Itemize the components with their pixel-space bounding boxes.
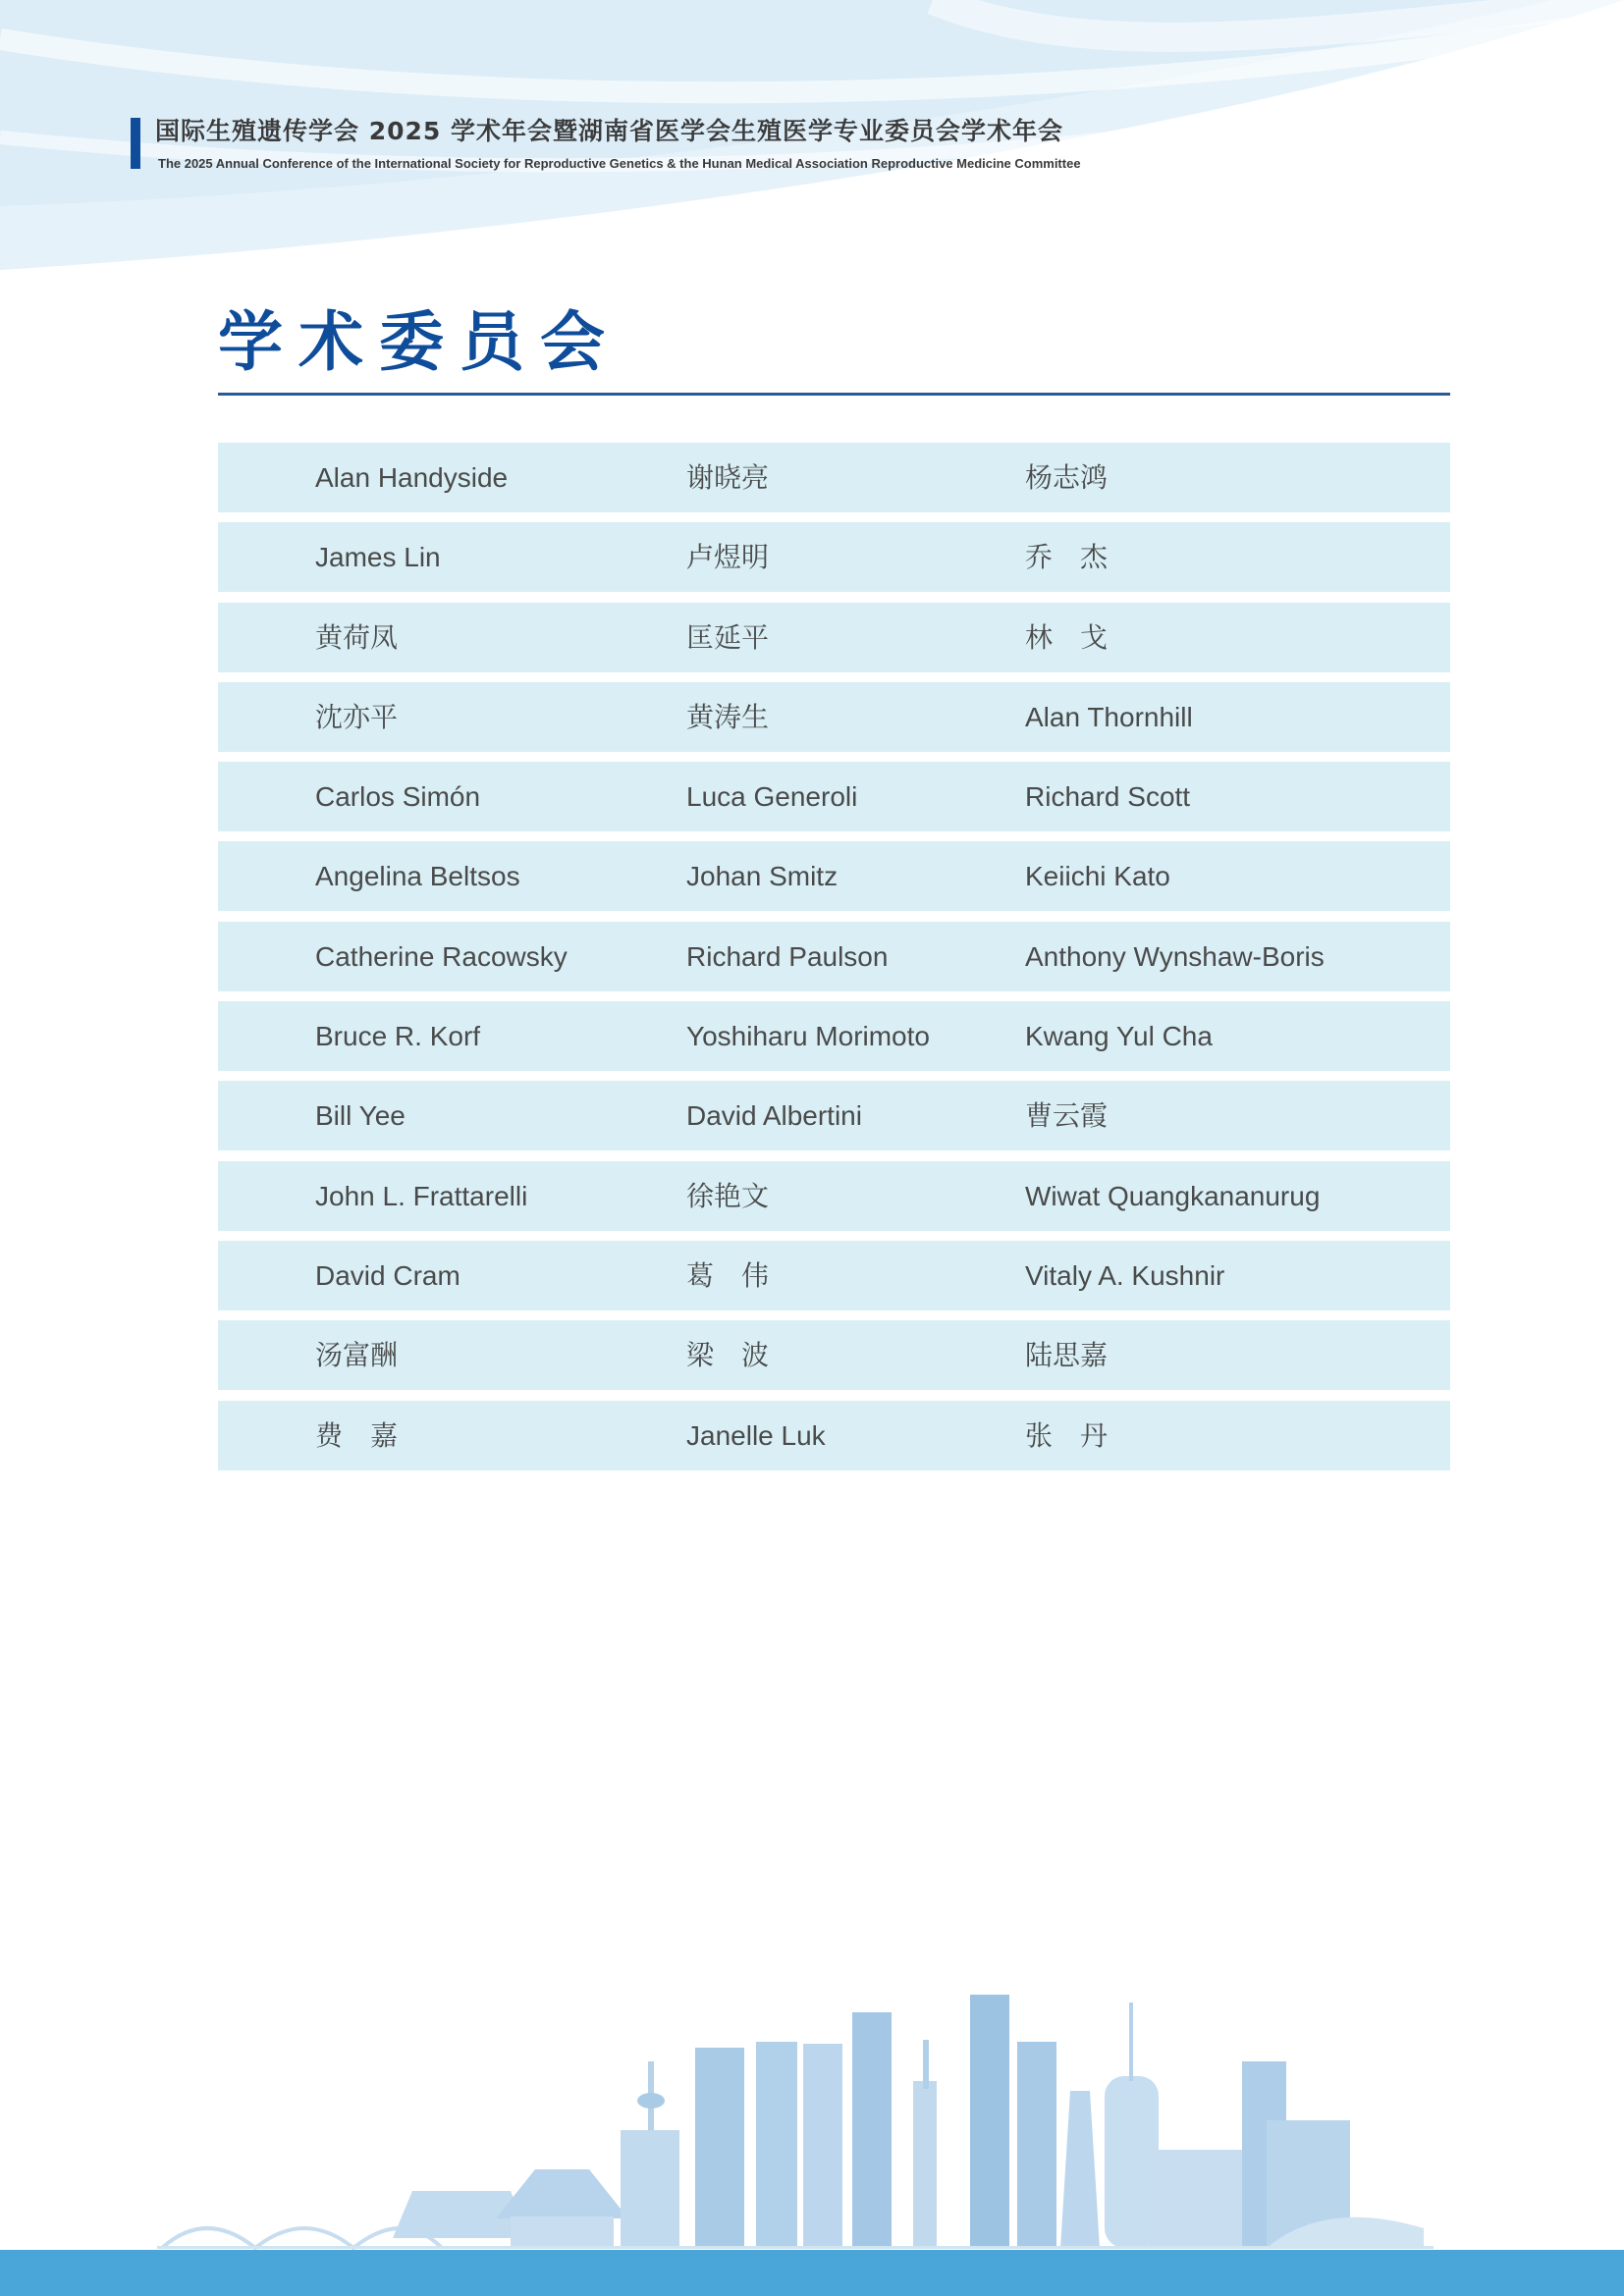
member-name: James Lin bbox=[315, 542, 441, 573]
member-name: Bill Yee bbox=[315, 1100, 406, 1132]
table-row bbox=[218, 1081, 1450, 1150]
member-name: 沈亦平 bbox=[315, 701, 399, 732]
title-divider bbox=[218, 393, 1450, 396]
member-name: Catherine Racowsky bbox=[315, 940, 568, 972]
section-title: 学术委员会 bbox=[218, 304, 621, 380]
table-row bbox=[218, 762, 1450, 831]
member-name: 费 嘉 bbox=[315, 1419, 399, 1451]
member-name: Johan Smitz bbox=[686, 861, 839, 892]
member-name: 曹云霞 bbox=[1025, 1100, 1109, 1132]
committee-table bbox=[218, 443, 1450, 1480]
member-name: 匡延平 bbox=[686, 621, 770, 653]
member-name: David Cram bbox=[315, 1259, 460, 1291]
member-name: Kwang Yul Cha bbox=[1025, 1021, 1213, 1052]
member-name: 黄涛生 bbox=[686, 701, 770, 732]
member-name: 乔 杰 bbox=[1025, 542, 1109, 573]
city-skyline-illustration bbox=[0, 1963, 1624, 2296]
member-name: Wiwat Quangkananurug bbox=[1025, 1180, 1321, 1211]
member-name: Anthony Wynshaw-Boris bbox=[1025, 940, 1325, 972]
member-name: Yoshiharu Morimoto bbox=[686, 1021, 930, 1052]
table-row bbox=[218, 1241, 1450, 1310]
member-name: 陆思嘉 bbox=[1025, 1340, 1109, 1371]
header-wave-background bbox=[0, 0, 1624, 294]
table-row bbox=[218, 682, 1450, 752]
member-name: Carlos Simón bbox=[315, 781, 481, 813]
member-name: 杨志鸿 bbox=[1025, 462, 1109, 493]
table-row bbox=[218, 1001, 1450, 1071]
member-name: 黄荷凤 bbox=[315, 621, 399, 653]
member-name: 卢煜明 bbox=[686, 542, 770, 573]
table-row bbox=[218, 1401, 1450, 1470]
table-row bbox=[218, 1161, 1450, 1231]
conference-subtitle: The 2025 Annual Conference of the International Society for Reproductive Genetics & the Hunan Medical Association Reproductive Medicine Committee bbox=[158, 156, 1081, 171]
member-name: Alan Handyside bbox=[315, 462, 509, 493]
member-name: Keiichi Kato bbox=[1025, 861, 1170, 892]
member-name: Richard Paulson bbox=[686, 940, 889, 972]
member-name: 汤富酬 bbox=[315, 1340, 399, 1371]
member-name: Angelina Beltsos bbox=[315, 861, 520, 892]
member-name: David Albertini bbox=[686, 1100, 862, 1132]
member-name: Janelle Luk bbox=[686, 1419, 826, 1451]
member-name: 徐艳文 bbox=[686, 1180, 770, 1211]
table-row bbox=[218, 603, 1450, 672]
table-row bbox=[218, 1320, 1450, 1390]
conference-title: 国际生殖遗传学会 2025 学术年会暨湖南省医学会生殖医学专业委员会学术年会 bbox=[155, 117, 1063, 145]
member-name: John L. Frattarelli bbox=[315, 1180, 528, 1211]
member-name: 谢晓亮 bbox=[686, 462, 770, 493]
member-name: 梁 波 bbox=[686, 1340, 770, 1371]
header-accent-bar bbox=[131, 118, 140, 169]
table-row bbox=[218, 841, 1450, 911]
member-name: Bruce R. Korf bbox=[315, 1021, 481, 1052]
member-name: Alan Thornhill bbox=[1025, 701, 1193, 732]
table-row bbox=[218, 922, 1450, 991]
member-name: Richard Scott bbox=[1025, 781, 1191, 813]
member-name: Vitaly A. Kushnir bbox=[1025, 1259, 1225, 1291]
member-name: 葛 伟 bbox=[686, 1259, 770, 1291]
member-name: 林 戈 bbox=[1025, 621, 1109, 653]
table-row bbox=[218, 443, 1450, 512]
member-name: Luca Generoli bbox=[686, 781, 858, 813]
table-row bbox=[218, 522, 1450, 592]
member-name: 张 丹 bbox=[1025, 1419, 1109, 1451]
